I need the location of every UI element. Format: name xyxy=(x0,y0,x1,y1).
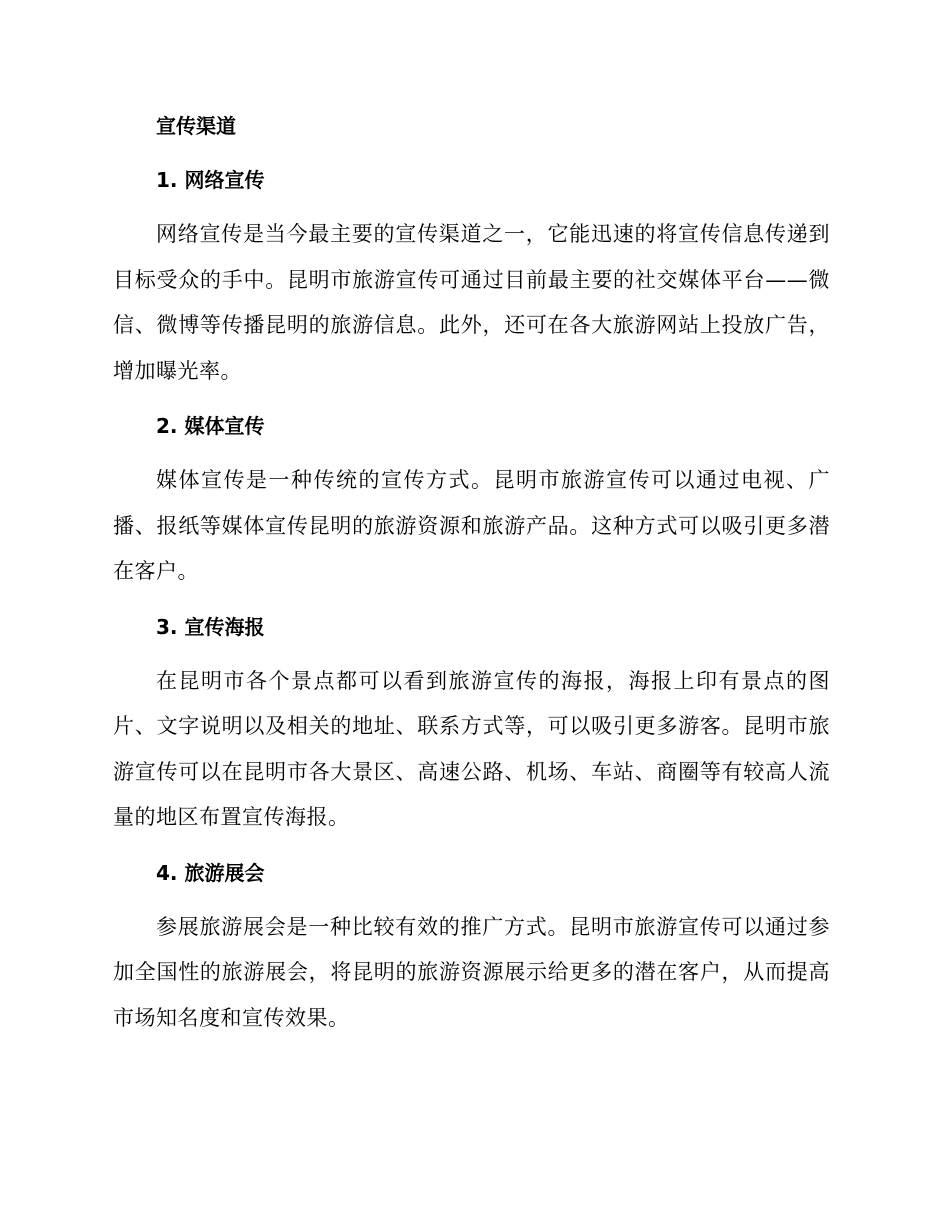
section-paragraph: 媒体宣传是一种传统的宣传方式。昆明市旅游宣传可以通过电视、广播、报纸等媒体宣传昆明的旅游资源和旅游产品。这种方式可以吸引更多潜在客户。 xyxy=(113,468,830,583)
section-online-promotion xyxy=(113,158,830,394)
page-title: 宣传渠道 xyxy=(156,114,236,138)
section-paragraph: 参展旅游展会是一种比较有效的推广方式。昆明市旅游宣传可以通过参加全国性的旅游展会，将昆明的旅游资源展示给更多的潜在客户，从而提高市场知名度和宣传效果。 xyxy=(113,914,830,1030)
section-media-promotion xyxy=(113,404,830,595)
section-heading: 4. 旅游展会 xyxy=(156,860,265,885)
section-heading: 1. 网络宣传 xyxy=(156,168,265,192)
section-paragraph: 在昆明市各个景点都可以看到旅游宣传的海报，海报上印有景点的图片、文字说明以及相关的地址、联系方式等，可以吸引更多游客。昆明市旅游宣传可以在昆明市各大景区、高速公路、机场、车站、商圈等有较高人流量的地区布置宣传海报。 xyxy=(113,668,830,829)
section-tourism-expo xyxy=(113,851,830,1042)
section-paragraph: 网络宣传是当今最主要的宣传渠道之一，它能迅速的将宣传信息传递到目标受众的手中。昆明市旅游宣传可通过目前最主要的社交媒体平台——微信、微博等传播昆明的旅游信息。此外，还可在各大旅游网站上投放广告，增加曝光率。 xyxy=(113,222,830,383)
section-heading: 2. 媒体宣传 xyxy=(156,414,265,438)
section-heading: 3. 宣传海报 xyxy=(156,614,265,639)
section-poster-promotion xyxy=(113,605,830,841)
